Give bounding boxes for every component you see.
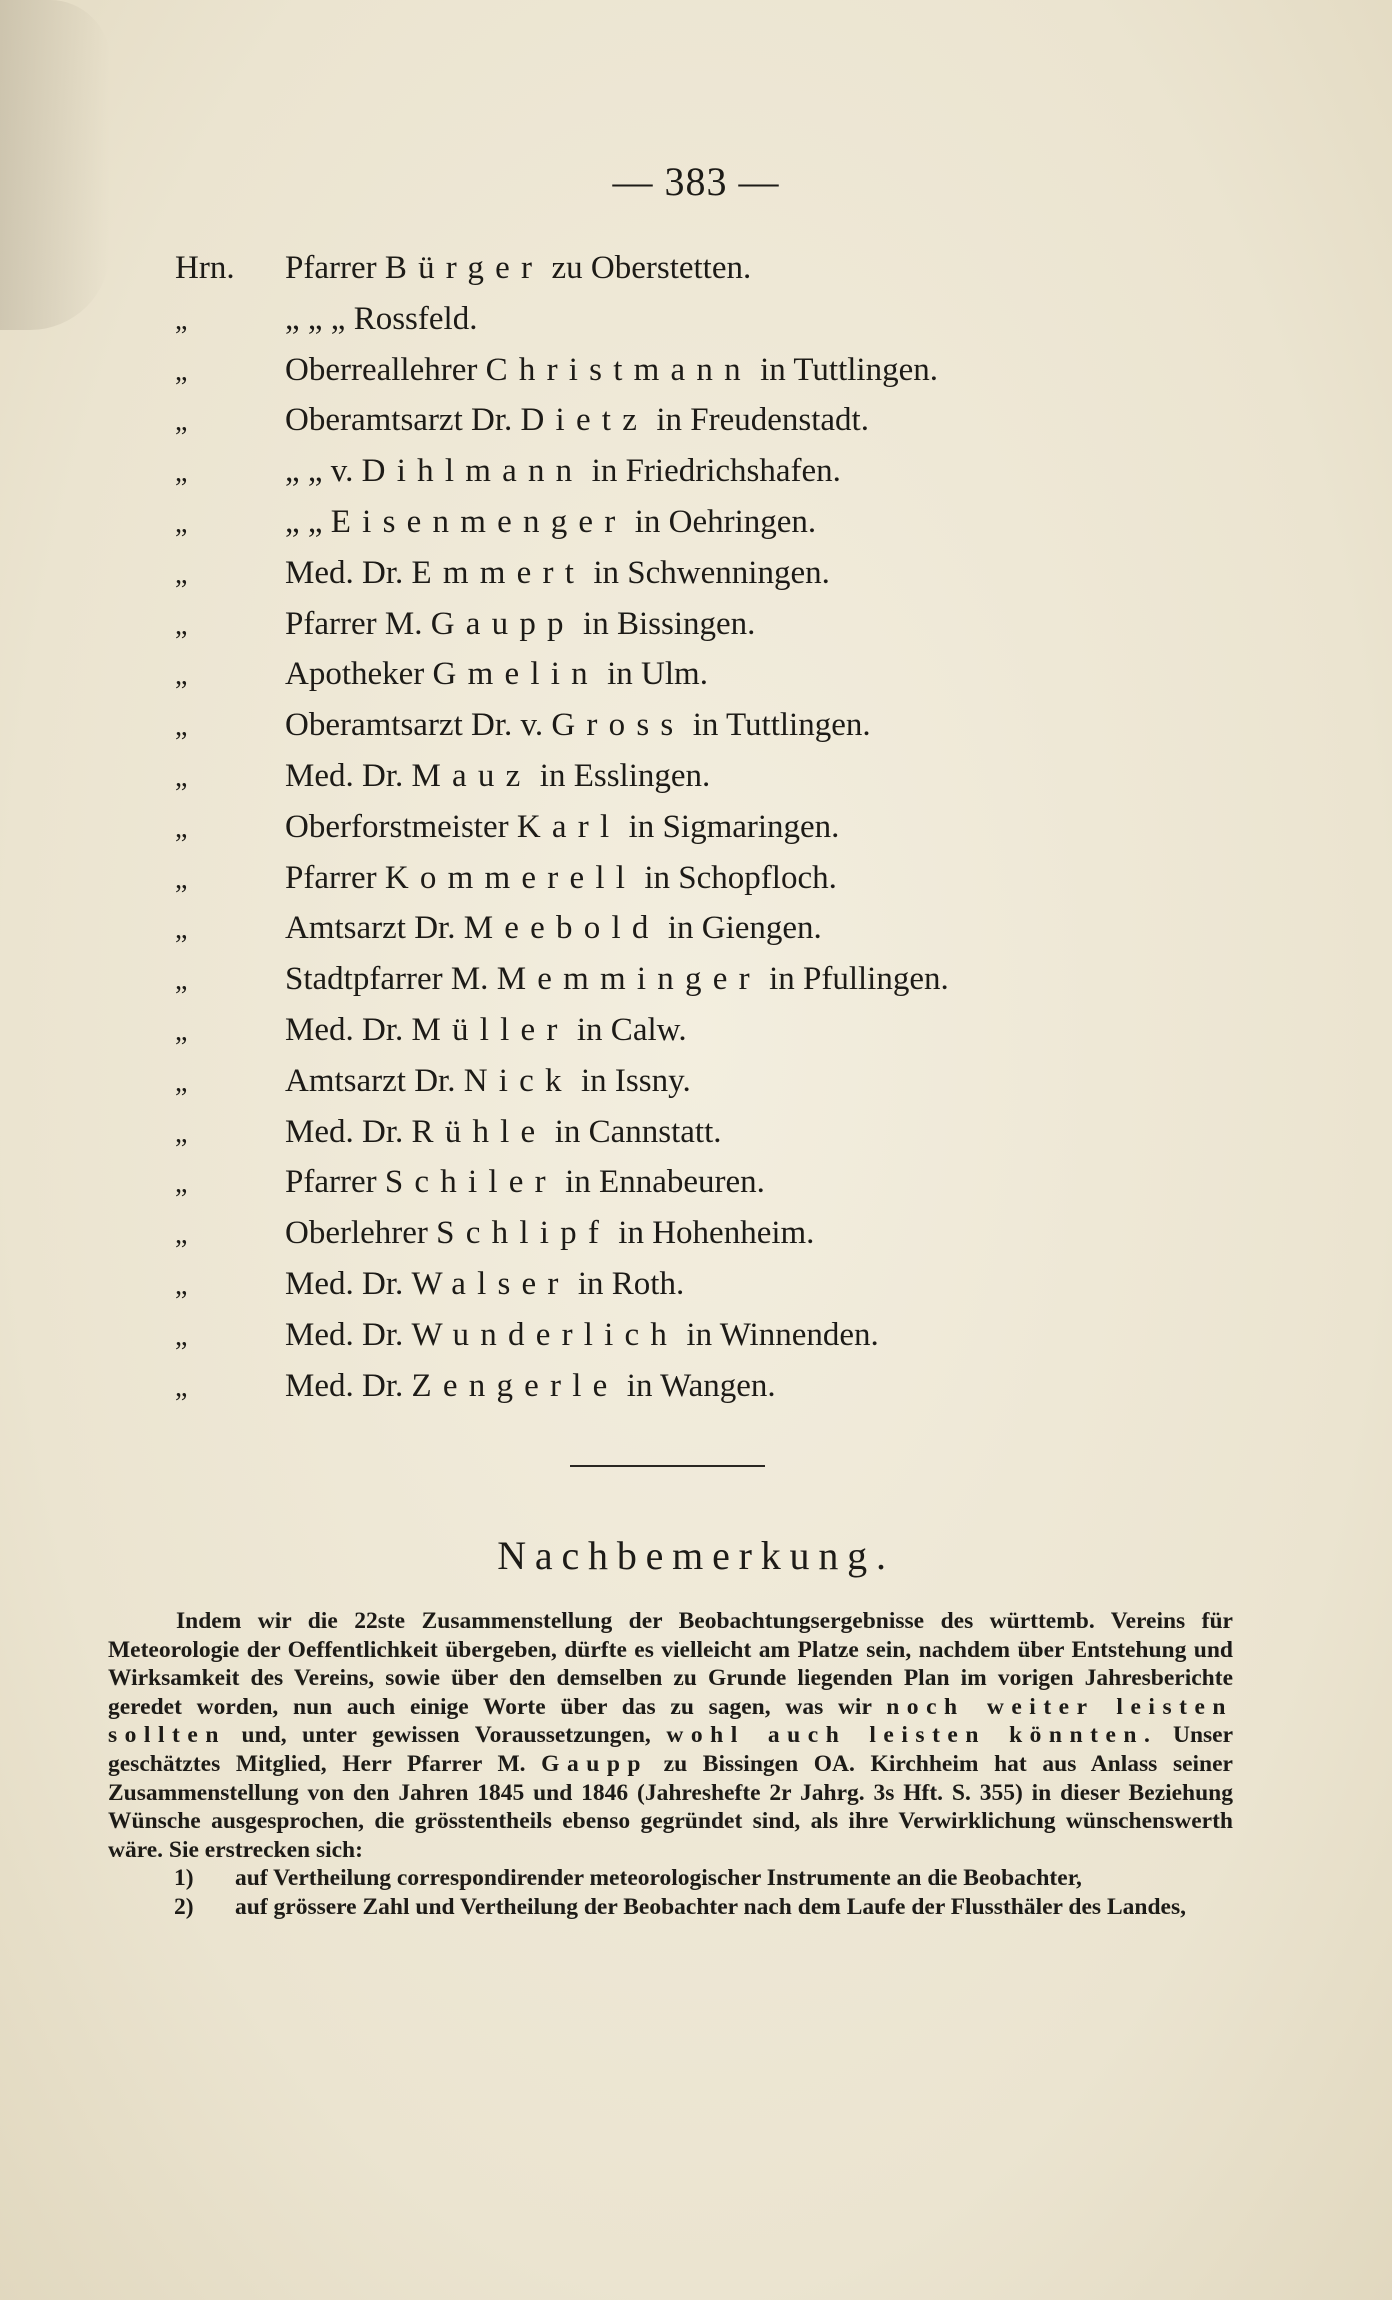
list-item: [175, 446, 1225, 497]
list-item: [175, 649, 1225, 700]
entry-place: in Roth.: [577, 1265, 685, 1302]
note-paragraph: [108, 1607, 1233, 1864]
entry-name: Nick: [463, 1062, 573, 1099]
entry-prefix: „: [175, 507, 188, 539]
list-item: [175, 954, 1225, 1005]
entry-name: Memminger: [496, 961, 761, 998]
point-text: auf grössere Zahl und Vertheilung der Beobachter nach dem Laufe der Flussthäler des Landes,: [235, 1893, 1186, 1920]
entry-place: in Tuttlingen.: [692, 707, 871, 744]
entry-name: Walser: [411, 1265, 570, 1302]
entry-name: Eisenmenger: [330, 503, 627, 540]
entry-prefix: „: [175, 1320, 188, 1352]
entry-prefix: „: [175, 965, 188, 997]
list-item: [175, 1259, 1225, 1310]
entry-name: Meebold: [463, 910, 660, 947]
entry-prefix: „: [175, 1219, 188, 1251]
entry-title: Oberamtsarzt Dr. v.: [285, 707, 544, 744]
entry-place: in Calw.: [576, 1011, 687, 1048]
entry-title: Med. Dr.: [285, 1113, 404, 1150]
note-part-4: zu Bissingen OA. Kirchheim hat aus Anlass seiner Zusammenstellung von den Jahren 1845 und 1846 (Jahreshefte 2r Jahrg. 3s Hft. S. 355) in dieser Beziehung Wünsche ausgesprochen, die grösstentheils ebenso gegründet sind, als ihre Verwirklichung wünschenswerth wäre. Sie erstrecken sich:: [108, 1750, 1233, 1863]
point-item: [108, 1864, 1233, 1893]
list-item: [175, 903, 1225, 954]
list-item: [175, 548, 1225, 599]
entry-prefix: „: [175, 1269, 188, 1301]
entry-title: Oberamtsarzt Dr.: [285, 402, 513, 439]
entry-name: Mauz: [411, 757, 532, 794]
entry-title: Med. Dr.: [285, 554, 404, 591]
list-item: [175, 599, 1225, 650]
entry-place: in Wangen.: [626, 1367, 776, 1404]
entry-title: Oberforstmeister: [285, 808, 509, 845]
list-item: [175, 243, 1225, 294]
list-item: [175, 1005, 1225, 1056]
entry-name: Gross: [551, 707, 685, 744]
entry-prefix: „: [175, 558, 188, 590]
entry-prefix: Hrn.: [175, 250, 235, 286]
entry-prefix: „: [175, 761, 188, 793]
list-item: [175, 395, 1225, 446]
entry-name: Karl: [516, 808, 621, 845]
entry-title: Pfarrer M.: [285, 605, 423, 642]
entry-name: Zengerle: [411, 1367, 619, 1404]
member-list: [175, 243, 1225, 1411]
entry-title: Oberlehrer: [285, 1215, 428, 1252]
entry-place: in Schopfloch.: [644, 859, 837, 896]
entry-place: in Esslingen.: [539, 757, 711, 794]
entry-prefix: „: [175, 1066, 188, 1098]
list-item: [175, 1208, 1225, 1259]
entry-name: Christmann: [485, 351, 752, 388]
entry-title: „ „: [285, 503, 323, 540]
entry-prefix: „: [175, 457, 188, 489]
entry-title: „ „ „: [285, 300, 346, 337]
entry-name: Dietz: [520, 402, 649, 439]
entry-name: Rühle: [411, 1113, 547, 1150]
entry-prefix: „: [175, 1015, 188, 1047]
page-number: — 383 —: [612, 159, 780, 204]
point-item: [108, 1893, 1233, 1922]
entry-place: in Cannstatt.: [554, 1113, 722, 1150]
entry-title: Amtsarzt Dr.: [285, 1062, 456, 1099]
entry-place: in Freudenstadt.: [656, 402, 869, 439]
entry-title: Apotheker: [285, 656, 425, 693]
entry-place: in Oehringen.: [634, 503, 817, 540]
entry-prefix: „: [175, 863, 188, 895]
entry-prefix: „: [175, 711, 188, 743]
entry-title: Pfarrer: [285, 250, 377, 286]
entry-place: in Tuttlingen.: [760, 351, 938, 388]
entry-title: Oberreallehrer: [285, 351, 478, 388]
list-item: [175, 1361, 1225, 1412]
entry-prefix: „: [175, 304, 188, 336]
note-emphasis-1: noch weiter leisten sollten: [108, 1693, 1234, 1749]
entry-title: Med. Dr.: [285, 1011, 404, 1048]
entry-title: Med. Dr.: [285, 1265, 404, 1302]
note-emphasis-3: Gaupp: [541, 1750, 649, 1777]
entry-place: in Giengen.: [667, 910, 822, 947]
section-heading: Nachbemerkung.: [497, 1533, 895, 1578]
note-part-1: Indem wir die 22ste Zusammenstellung der Beobachtungsergebnisse des württemb. Vereins für Meteorologie der Oeffentlichkeit übergeben, dürfte es vielleicht am Platze sein, nachdem über Entstehung und Wirksamkeit des Vereins, sowie über den demselben zu Grunde liegenden Plan im vorigen Jahresberichte geredet worden, nun auch einige Worte über das zu sagen, was wir: [108, 1608, 1233, 1720]
list-item: [175, 1107, 1225, 1158]
entry-name: Gaupp: [430, 605, 575, 642]
points-list: [108, 1864, 1233, 1921]
entry-name: Emmert: [411, 554, 586, 591]
note-text: [108, 1607, 1233, 1864]
list-item: [175, 1157, 1225, 1208]
entry-title: Pfarrer: [285, 859, 377, 896]
list-item: [175, 853, 1225, 904]
entry-title: Pfarrer: [285, 1164, 377, 1201]
entry-prefix: „: [175, 1371, 188, 1403]
entry-prefix: „: [175, 812, 188, 844]
entry-place: in Winnenden.: [686, 1316, 879, 1353]
entry-name: Wunderlich: [411, 1316, 679, 1353]
entry-place: in Friedrichshafen.: [591, 453, 841, 490]
entry-name: Schiler: [384, 1164, 557, 1201]
entry-prefix: „: [175, 1117, 188, 1149]
entry-place: in Ennabeuren.: [565, 1164, 765, 1201]
entry-title: Stadtpfarrer M.: [285, 961, 489, 998]
entry-place: in Pfullingen.: [769, 961, 949, 998]
entry-place: in Sigmaringen.: [628, 808, 840, 845]
entry-place: in Ulm.: [607, 656, 708, 693]
entry-title: Med. Dr.: [285, 757, 404, 794]
entry-prefix: „: [175, 914, 188, 946]
entry-place: in Schwenningen.: [593, 554, 830, 591]
entry-place: in Hohenheim.: [618, 1215, 815, 1252]
note-part-2: und, unter gewissen Voraussetzungen,: [241, 1722, 651, 1749]
entry-prefix: „: [175, 1168, 188, 1200]
entry-prefix: „: [175, 660, 188, 692]
list-item: [175, 751, 1225, 802]
point-number: 1): [174, 1865, 194, 1891]
entry-name: Bürger: [384, 250, 544, 286]
entry-name: Kommerell: [384, 859, 637, 896]
list-item: [175, 1310, 1225, 1361]
note-part-3: Unser geschätztes Mitglied, Herr Pfarrer M.: [108, 1722, 1234, 1777]
entry-place: zu Oberstetten.: [551, 250, 752, 286]
entry-title: „ „ v.: [285, 453, 354, 490]
list-item: [175, 497, 1225, 548]
section-divider: [570, 1465, 765, 1467]
entry-name: Gmelin: [432, 656, 599, 693]
entry-place: in Issny.: [581, 1062, 691, 1099]
list-item: [175, 294, 1225, 345]
entry-place: Rossfeld.: [353, 300, 478, 337]
point-number: 2): [174, 1893, 194, 1920]
entry-name: Dihlmann: [361, 453, 584, 490]
list-item: [175, 802, 1225, 853]
entry-prefix: „: [175, 609, 188, 641]
entry-name: Müller: [411, 1011, 569, 1048]
entry-name: Schlipf: [436, 1215, 611, 1252]
list-item: [175, 700, 1225, 751]
entry-prefix: „: [175, 355, 188, 387]
entry-title: Amtsarzt Dr.: [285, 910, 456, 947]
point-text: auf Vertheilung correspondirender meteorologischer Instrumente an die Beobachter,: [235, 1865, 1082, 1891]
entry-title: Med. Dr.: [285, 1316, 404, 1353]
entry-title: Med. Dr.: [285, 1367, 404, 1404]
note-emphasis-2: wohl auch leisten könnten.: [666, 1722, 1158, 1749]
list-item: [175, 345, 1225, 396]
list-item: [175, 1056, 1225, 1107]
entry-place: in Bissingen.: [583, 605, 756, 642]
entry-prefix: „: [175, 406, 188, 438]
